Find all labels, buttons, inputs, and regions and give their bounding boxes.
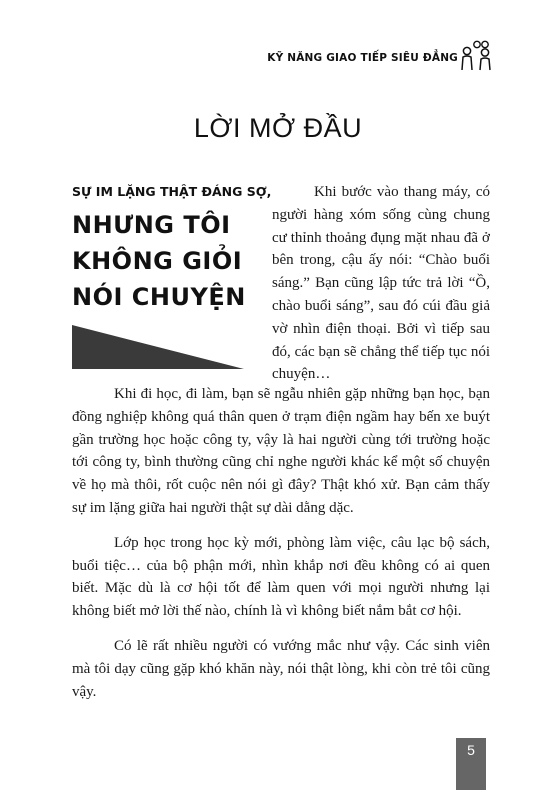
page-number-tab — [456, 738, 486, 790]
pull-quote — [72, 184, 272, 369]
pull-quote-line: NÓI CHUYỆN — [72, 283, 246, 311]
pull-quote-line: NHƯNG TÔI — [72, 211, 231, 239]
body-paragraph: Lớp học trong học kỳ mới, phòng làm việc, câu lạc bộ sách, buổi tiệc… của bộ phận mới, nhìn khắp nơi đều không có ai quen biết. Mặc dù là cơ hội tốt để làm quen với mọi người nhưng lại không biết mở lời thế nào, chính là vì không biết nắm bắt cơ hội. — [72, 534, 490, 620]
body-paragraph: Có lẽ rất nhiều người có vướng mắc như vậy. Các sinh viên mà tôi dạy cũng gặp khó khăn này, nói thật lòng, khi còn trẻ tôi cũng vậy. — [72, 637, 490, 700]
intro-paragraph: Khi bước vào thang máy, có người hàng xóm sống cùng chung cư thỉnh thoảng đụng mặt nhau đã ở bên trong, cậu ấy nói: “Chào buổi sáng.” Bạn cũng lập tức trả lời “Ồ, chào buổi sáng”, sau đó cúi đầu giả vờ nhìn điện thoại. Bởi vì tiếp sau đó, các bạn sẽ chẳng thể tiếp tục nói chuyện… — [272, 184, 490, 383]
decorative-wedge — [72, 325, 244, 369]
pull-quote-line: KHÔNG GIỎI — [72, 247, 243, 275]
pull-quote-headline — [72, 207, 272, 315]
two-people-talking-icon — [458, 40, 494, 72]
pull-quote-subtitle: SỰ IM LẶNG THẬT ĐÁNG SỢ, — [72, 184, 272, 199]
body-text — [72, 383, 490, 715]
body-paragraph: Khi đi học, đi làm, bạn sẽ ngẫu nhiên gặp những bạn học, bạn đồng nghiệp không quá thân quen ở trạm điện ngầm hay bến xe buýt gần trường học hoặc công ty, vậy là hai người cùng tới trường hoặc tới công ty, bình thường cũng chỉ nghe người khác kể một số chuyện về họ mà thôi, rốt cuộc nên nói gì đây? Thật khó xử. Bạn cảm thấy sự im lặng giữa hai người thật sự dài dằng dặc. — [72, 386, 490, 516]
page-number: 5 — [467, 742, 475, 758]
chapter-title: LỜI MỞ ĐẦU — [193, 113, 363, 143]
running-header: KỸ NĂNG GIAO TIẾP SIÊU ĐẲNG — [267, 52, 458, 64]
